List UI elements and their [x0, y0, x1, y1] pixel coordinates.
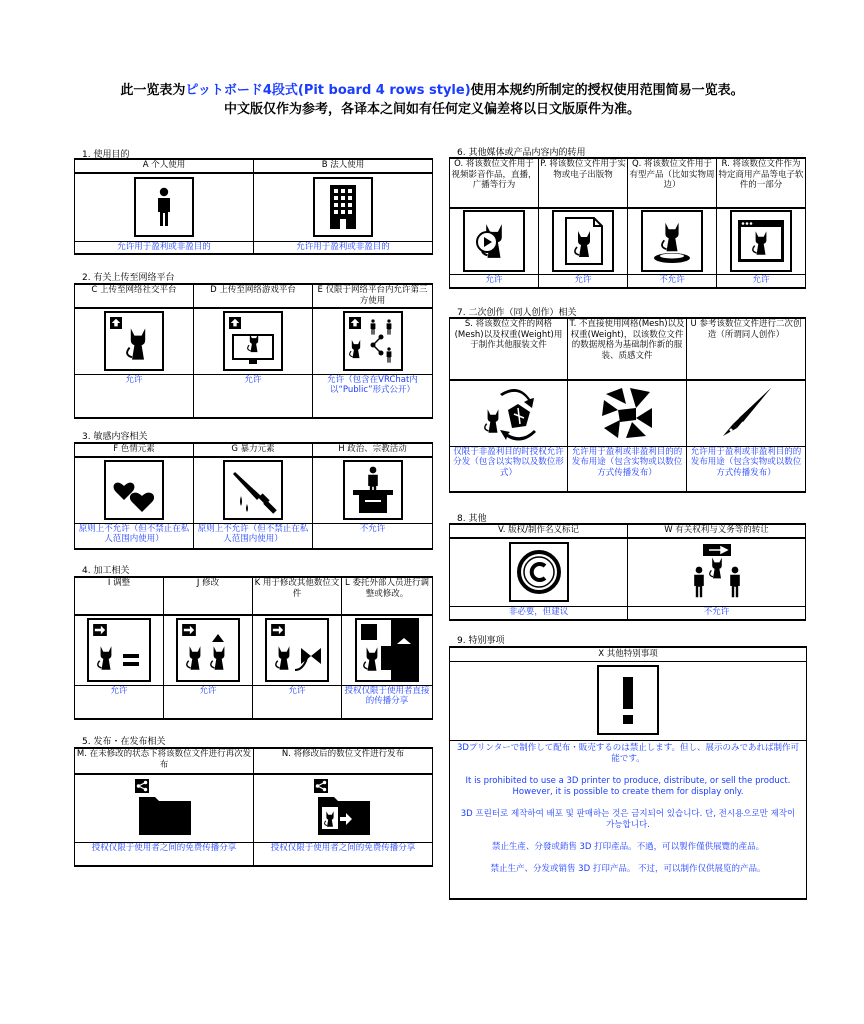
col-head-u: U 参考该数位文件进行二次创造（所谓同人创作） [687, 318, 806, 380]
result-r: 允许 [717, 274, 806, 288]
note-traditional-chinese: 禁止生產、分發或銷售 3D 打印產品。不過，可以製作僅供展覽的產品。 [491, 842, 765, 852]
usage-table [74, 158, 433, 255]
software-icon [730, 210, 792, 272]
result-m: 授权仅限于使用者之间的免费传播分享 [75, 842, 254, 866]
col-head-e: E 仅限于网络平台内允许第三方使用 [313, 284, 433, 308]
special-notes-text [450, 741, 806, 875]
cell-icon-v [450, 538, 628, 606]
cell-icon-s [450, 380, 568, 446]
upload-cat-icon [104, 311, 164, 371]
media-table [449, 157, 806, 289]
person-icon [134, 177, 194, 237]
col-head-p: P. 将该数位文件用于实物或电子出版物 [539, 158, 628, 208]
video-icon [463, 210, 525, 272]
cell-icon-m [75, 774, 254, 842]
col-head-t: T. 不直接使用网格(Mesh)以及权重(Weight)，以该数位文件的数据规格为基础制作新的服装、质感文件 [568, 318, 687, 380]
section-label-distribution: 5. 发布・在发布相关 [82, 737, 166, 747]
section-label-other: 8. 其他 [457, 514, 487, 524]
result-f: 原则上不允许（但不禁止在私人范围内使用） [75, 523, 194, 549]
cell-icon-r [717, 208, 806, 274]
distribute-modified-icon [312, 777, 374, 839]
result-a: 允许用于盈利或非盈目的 [75, 241, 254, 254]
cell-icon-k [253, 615, 342, 685]
cell-icon-i [75, 615, 164, 685]
result-s: 仅限于非盈利目的时授权允许分发（包含以实物以及数位形式） [450, 446, 568, 492]
section-label-derivative: 7. 二次创作（同人创作）相关 [457, 308, 577, 318]
cell-icon-h [313, 457, 433, 523]
podium-icon [343, 460, 403, 520]
cell-icon-w [628, 538, 806, 606]
outsource-icon [355, 618, 419, 682]
title-part-3: 使用本规约所制定的授权使用范围简易一览表。 [470, 83, 744, 98]
section-label-special: 9. 特别事项 [457, 636, 505, 646]
col-head-x: X 其他特别事项 [450, 648, 806, 662]
col-head-m: M. 在未修改的状态下将该数位文件进行再次发布 [75, 748, 254, 774]
cell-icon-e [313, 308, 433, 374]
col-head-d: D 上传至网络游戏平台 [194, 284, 313, 308]
cell-icon-d [194, 308, 313, 374]
result-p: 允许 [539, 274, 628, 288]
derivative-table [449, 317, 806, 493]
col-head-k: K 用于修改其他数位文件 [253, 577, 342, 615]
transfer-icon [687, 542, 747, 602]
cell-icon-n [254, 774, 433, 842]
cell-icon-o [450, 208, 539, 274]
cell-icon-j [164, 615, 253, 685]
mesh-icon [478, 382, 540, 444]
distribution-table [74, 747, 433, 867]
col-head-v: V. 版权/制作名义标记 [450, 524, 628, 538]
pen-icon [715, 382, 777, 444]
result-o: 允许 [450, 274, 539, 288]
cell-icon-c [75, 308, 194, 374]
building-icon [313, 177, 373, 237]
col-head-h: H 政治、宗教活动 [313, 443, 433, 457]
col-head-w: W 有关权利与义务等的转让 [628, 524, 806, 538]
result-q: 不允许 [628, 274, 717, 288]
result-e: 允许（包含在VRChat内以“Public”形式公开） [313, 374, 433, 418]
cell-icon-u [687, 380, 806, 446]
copyright-icon [509, 542, 569, 602]
result-c: 允许 [75, 374, 194, 418]
result-h: 不允许 [313, 523, 433, 549]
cell-icon-x [450, 662, 806, 741]
cell-icon-b [254, 173, 433, 241]
book-icon [552, 210, 614, 272]
page-title [0, 82, 864, 100]
col-head-a: A 个人使用 [75, 159, 254, 173]
result-b: 允许用于盈利或非盈目的 [254, 241, 433, 254]
col-head-g: G 暴力元素 [194, 443, 313, 457]
cell-icon-a [75, 173, 254, 241]
note-english: It is prohibited to use a 3D printer to produce, distribute, or sell the product. However, it is possible to create them for display only. [465, 776, 791, 797]
result-g: 原则上不允许（但不禁止在私人范围内使用） [194, 523, 313, 549]
page-subtitle: 中文版仅作为参考，各译本之间如有任何定义偏差将以日文版原件为准。 [223, 102, 640, 117]
adjust-icon [87, 618, 151, 682]
result-u: 允许用于盈利或非盈利目的的发布用途（包含实物或以数位方式传播发布） [687, 446, 806, 492]
col-head-s: S. 将该数位文件的网格(Mesh)以及权重(Weight)用于制作其他服装文件 [450, 318, 568, 380]
col-head-b: B 法人使用 [254, 159, 433, 173]
result-n: 授权仅限于使用者之间的免费传播分享 [254, 842, 433, 866]
col-head-o: O. 将该数位文件用于视频影音作品，直播，广播等行为 [450, 158, 539, 208]
col-head-j: J 修改 [164, 577, 253, 615]
redistribute-icon [133, 777, 195, 839]
sensitive-table [74, 442, 433, 550]
section-label-upload: 2. 有关上传至网络平台 [82, 273, 175, 283]
result-k: 允许 [253, 685, 342, 719]
texture-icon [596, 382, 658, 444]
title-part-1: 此一览表为 [120, 83, 186, 98]
section-label-usage: 1. 使用目的 [82, 150, 130, 160]
col-head-r: R. 将该数位文件作为特定商用产品等电子软件的一部分 [717, 158, 806, 208]
exclamation-icon [597, 665, 659, 735]
result-l: 授权仅限于使用者直接的传播分享 [342, 685, 433, 719]
cell-icon-g [194, 457, 313, 523]
section-label-media: 6. 其他媒体或产品内容内的转用 [457, 148, 586, 158]
upload-table [74, 283, 433, 419]
cell-icon-t [568, 380, 687, 446]
cell-icon-p [539, 208, 628, 274]
section-label-processing: 4. 加工相关 [82, 566, 130, 576]
upload-monitor-icon [223, 311, 283, 371]
col-head-n: N. 将修改后的数位文件进行发布 [254, 748, 433, 774]
cell-icon-l [342, 615, 433, 685]
note-simplified-chinese: 禁止生产、分发或销售 3D 打印产品。 不过，可以制作仅供展览的产品。 [490, 864, 766, 874]
figure-icon [641, 210, 703, 272]
result-t: 允许用于盈利或非盈利目的的发布用途（包含实物或以数位方式传播发布） [568, 446, 687, 492]
col-head-f: F 色情元素 [75, 443, 194, 457]
col-head-l: L 委托外部人员进行调整或修改。 [342, 577, 433, 615]
modify-icon [176, 618, 240, 682]
note-japanese: 3Dプリンターで制作して配布・販売するのは禁止します。但し、展示のみであれば制作可能です。 [456, 743, 800, 764]
result-w: 不允许 [628, 606, 806, 620]
col-head-i: I 调整 [75, 577, 164, 615]
result-d: 允许 [194, 374, 313, 418]
share-users-icon [343, 311, 403, 371]
other-table [449, 523, 806, 621]
col-head-c: C 上传至网络社交平台 [75, 284, 194, 308]
result-i: 允许 [75, 685, 164, 719]
result-v: 非必要，但建议 [450, 606, 628, 620]
special-notes-box [449, 646, 807, 900]
section-label-sensitive: 3. 敏感内容相关 [82, 432, 148, 442]
cell-icon-q [628, 208, 717, 274]
result-j: 允许 [164, 685, 253, 719]
knife-icon [223, 460, 283, 520]
processing-table [74, 576, 433, 720]
other-data-icon [265, 618, 329, 682]
note-korean: 3D 프린터로 제작하여 배포 및 판매하는 것은 금지되어 있습니다. 단, 전시용으로만 제작이 가능합니다. [460, 809, 796, 830]
cell-icon-f [75, 457, 194, 523]
col-head-q: Q. 将该数位文件用于有型产品（比如实物周边） [628, 158, 717, 208]
hearts-icon [104, 460, 164, 520]
title-product-name: ピットボード4段式(Pit board 4 rows style) [185, 83, 471, 98]
